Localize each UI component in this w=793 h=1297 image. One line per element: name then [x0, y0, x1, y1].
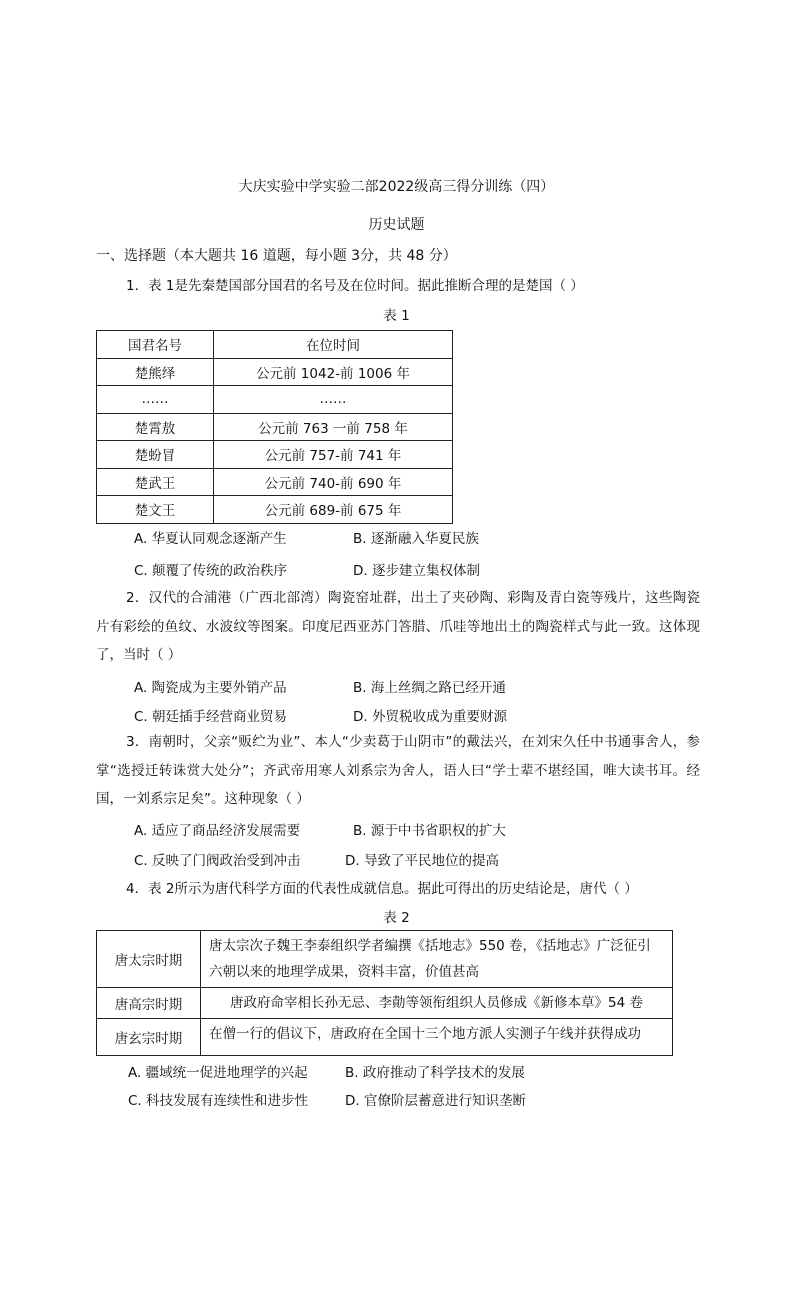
q4-option-b[interactable]: B. 政府推动了科学技术的发展	[345, 1065, 525, 1081]
table-row	[97, 931, 673, 988]
table-row	[97, 1019, 673, 1056]
table-cell: ……	[214, 386, 453, 414]
table-row	[97, 496, 453, 524]
table-cell: 楚蚡冒	[97, 441, 214, 469]
section-heading: 一、选择题（本大题共 16 道题，每小题 3分，共 48 分）	[96, 248, 457, 264]
table-cell: 公元前 1042-前 1006 年	[214, 358, 453, 386]
q3-option-b[interactable]: B. 源于中书省职权的扩大	[353, 823, 506, 839]
q1-option-b[interactable]: B. 逐渐融入华夏民族	[353, 531, 479, 547]
question-2-stem: 2．汉代的合浦港（广西北部湾）陶瓷窑址群，出土了夹砂陶、彩陶及青白瓷等残片，这些陶瓷片有彩绘的鱼纹、水波纹等图案。印度尼西亚苏门答腊、爪哇等地出土的陶瓷样式与此一致。这体现了，当时（ ）	[96, 590, 700, 663]
q4-option-a[interactable]: A. 疆域统一促进地理学的兴起	[128, 1065, 308, 1081]
question-4-stem: 4．表 2所示为唐代科学方面的代表性成就信息。据此可得出的历史结论是，唐代（ ）	[126, 881, 638, 897]
table-row	[97, 413, 453, 441]
q1-option-a[interactable]: A. 华夏认同观念逐渐产生	[134, 531, 287, 547]
table-cell: 在僧一行的倡议下，唐政府在全国十三个地方派人实测子午线并获得成功	[201, 1019, 673, 1056]
table-1	[96, 330, 453, 524]
table-header-row	[97, 331, 453, 359]
q3-option-d[interactable]: D. 导致了平民地位的提高	[345, 853, 499, 869]
table-cell: 公元前 740-前 690 年	[214, 468, 453, 496]
table-2-caption: 表 2	[383, 910, 410, 926]
table-cell: 楚霄敖	[97, 413, 214, 441]
q1-option-d[interactable]: D. 逐步建立集权体制	[353, 563, 480, 579]
table-row	[97, 358, 453, 386]
table-header-cell: 国君名号	[97, 331, 214, 359]
table-cell: 唐太宗次子魏王李泰组织学者编撰《括地志》550 卷，《括地志》广泛征引六朝以来的地理学成果，资料丰富，价值甚高	[201, 931, 673, 988]
exam-title: 大庆实验中学实验二部2022级高三得分训练（四）	[238, 179, 555, 195]
q3-option-c[interactable]: C. 反映了门阀政治受到冲击	[134, 853, 301, 869]
table-cell: ……	[97, 386, 214, 414]
table-cell: 楚熊绎	[97, 358, 214, 386]
table-cell: 公元前 689-前 675 年	[214, 496, 453, 524]
table-cell: 唐太宗时期	[97, 931, 201, 988]
table-header-cell: 在位时间	[214, 331, 453, 359]
q1-option-c[interactable]: C. 颠覆了传统的政治秩序	[134, 563, 288, 579]
subject-title: 历史试题	[368, 217, 425, 233]
q4-option-c[interactable]: C. 科技发展有连续性和进步性	[128, 1093, 309, 1109]
table-cell: 唐高宗时期	[97, 988, 201, 1019]
q3-option-a[interactable]: A. 适应了商品经济发展需要	[134, 823, 301, 839]
table-cell: 楚武王	[97, 468, 214, 496]
table-cell: 公元前 757-前 741 年	[214, 441, 453, 469]
table-cell: 楚文王	[97, 496, 214, 524]
question-1-stem: 1．表 1是先秦楚国部分国君的名号及在位时间。据此推断合理的是楚国（ ）	[126, 278, 584, 294]
question-3-stem: 3．南朝时，父亲“贩纻为业”、本人“少卖葛于山阴市”的戴法兴，在刘宋久任中书通事舍人，参掌“选授迁转诛赏大处分”；齐武帝用寒人刘系宗为舍人，语人曰“学士辈不堪经国，唯大读书耳。经国，一刘系宗足矣”。这种现象（ ）	[96, 734, 700, 807]
table-2	[96, 930, 673, 1056]
table-1-caption: 表 1	[383, 308, 410, 324]
q2-option-c[interactable]: C. 朝廷插手经营商业贸易	[134, 709, 288, 725]
table-cell: 唐政府命宰相长孙无忌、李勣等领衔组织人员修成《新修本草》54 卷	[201, 988, 673, 1019]
table-row	[97, 988, 673, 1019]
q2-option-b[interactable]: B. 海上丝绸之路已经开通	[353, 680, 506, 696]
q2-option-a[interactable]: A. 陶瓷成为主要外销产品	[134, 680, 287, 696]
q2-option-d[interactable]: D. 外贸税收成为重要财源	[353, 709, 507, 725]
table-row	[97, 441, 453, 469]
table-row	[97, 468, 453, 496]
table-row	[97, 386, 453, 414]
table-cell: 公元前 763 一前 758 年	[214, 413, 453, 441]
q4-option-d[interactable]: D. 官僚阶层蓄意进行知识垄断	[345, 1093, 526, 1109]
table-cell: 唐玄宗时期	[97, 1019, 201, 1056]
